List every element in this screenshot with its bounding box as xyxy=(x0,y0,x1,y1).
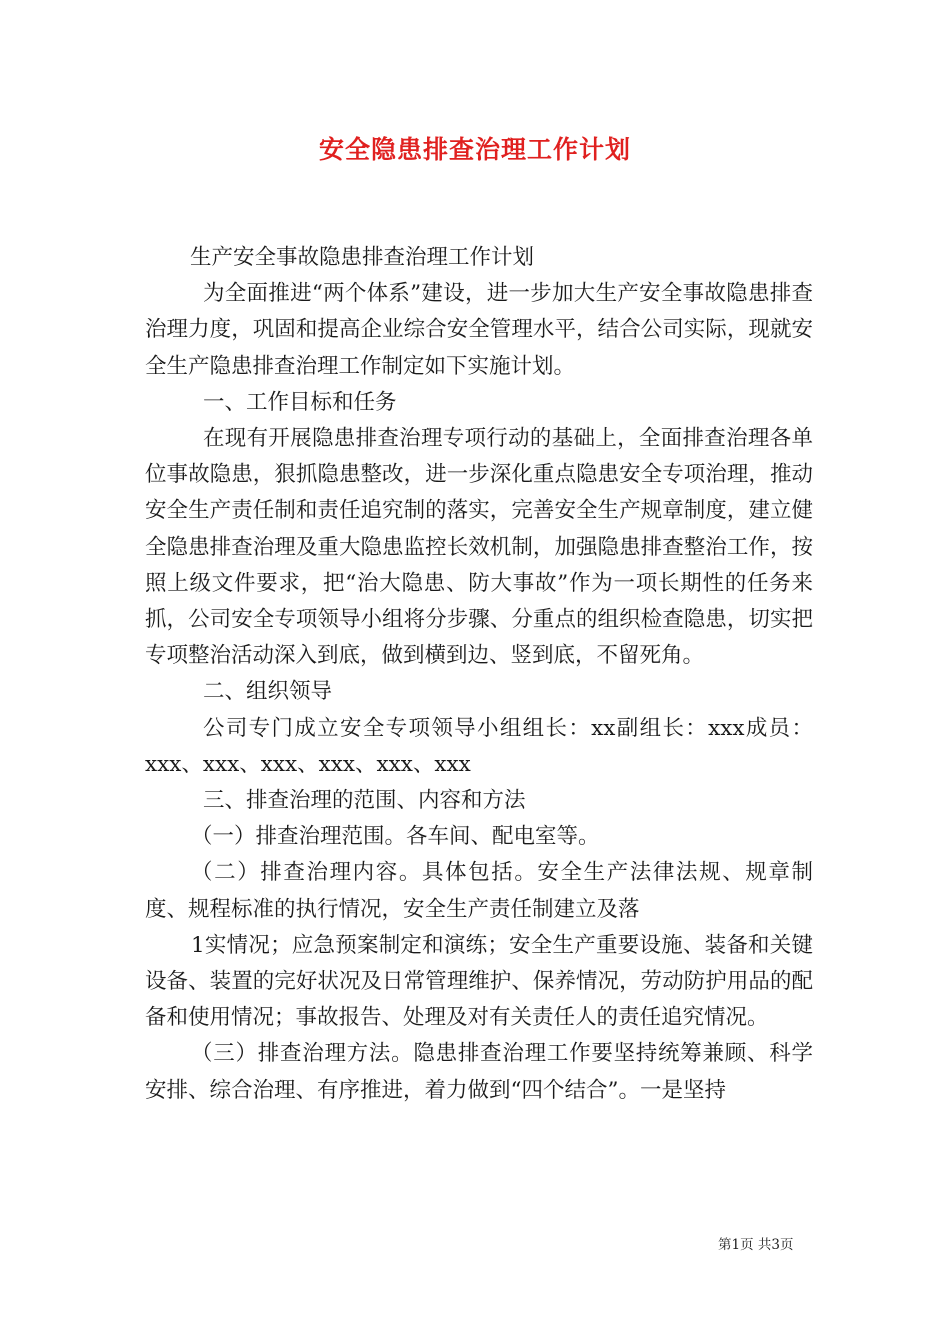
paragraph-goals: 在现有开展隐患排查治理专项行动的基础上，全面排查治理各单位事故隐患，狠抓隐患整改，进一步深化重点隐患安全专项治理，推动安全生产责任制和责任追究制的落实，完善安全生产规章制度，建立健全隐患排查治理及重大隐患监控长效机制，加强隐患排查整治工作，按照上级文件要求，把“治大隐患、防大事故”作为一项长期性的任务来抓，公司安全专项领导小组将分步骤、分重点的组织检查隐患，切实把专项整治活动深入到底，做到横到边、竖到底，不留死角。 xyxy=(145,426,813,669)
page-number: 第1页 共3页 xyxy=(718,1237,794,1253)
paragraph-content-continued: 1实情况；应急预案制定和演练；安全生产重要设施、装备和关键设备、装置的完好状况及日常管理维护、保养情况，劳动防护用品的配备和使用情况；事故报告、处理及对有关责任人的责任追究情况。 xyxy=(145,932,813,1031)
paragraph-methods: （三）排查治理方法。隐患排查治理工作要坚持统筹兼顾、科学安排、综合治理、有序推进，着力做到“四个结合”。一是坚持 xyxy=(145,1041,813,1103)
document-body xyxy=(145,240,813,1109)
paragraph-organization: 公司专门成立安全专项领导小组组长：xx副组长：xxx成员：xxx、xxx、xxx、xxx、xxx、xxx xyxy=(145,715,813,777)
paragraph-subtitle: 生产安全事故隐患排查治理工作计划 xyxy=(190,245,535,270)
section-heading-1: 一、工作目标和任务 xyxy=(203,389,397,415)
paragraph-content: （二）排查治理内容。具体包括。安全生产法律法规、规章制度、规程标准的执行情况，安全生产责任制建立及落 xyxy=(145,860,813,922)
paragraph-scope: （一）排查治理范围。各车间、配电室等。 xyxy=(191,824,600,850)
section-heading-3: 三、排查治理的范围、内容和方法 xyxy=(203,788,526,814)
document-title: 安全隐患排查治理工作计划 xyxy=(318,135,631,164)
section-heading-2: 二、组织领导 xyxy=(203,679,333,705)
paragraph-intro: 为全面推进“两个体系”建设，进一步加大生产安全事故隐患排查治理力度，巩固和提高企业综合安全管理水平，结合公司实际，现就安全生产隐患排查治理工作制定如下实施计划。 xyxy=(145,281,813,379)
